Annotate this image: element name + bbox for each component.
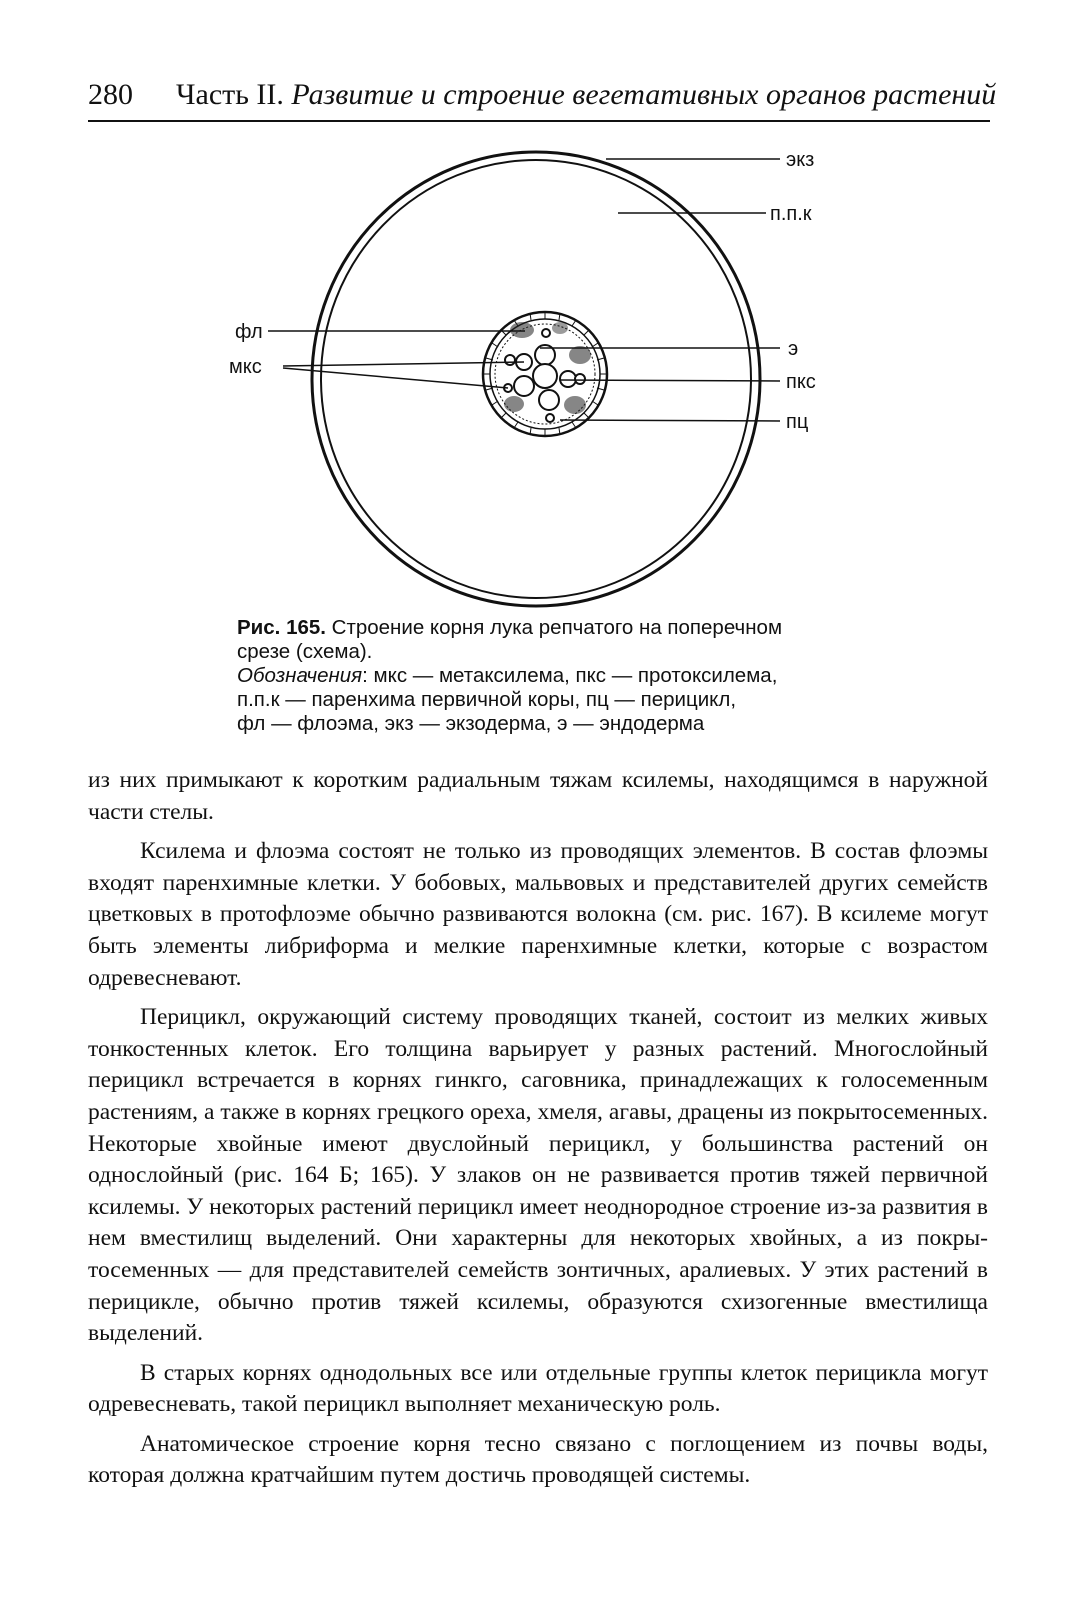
- figure-165: [0, 130, 1088, 610]
- label-pc: пц: [786, 411, 809, 433]
- caption-legend-line1: [237, 664, 857, 688]
- caption-legend-line2: п.п.к — паренхима первичной коры, пц — перицикл,: [237, 688, 737, 711]
- caption-title-line1: [237, 616, 857, 640]
- header-title: [176, 78, 996, 112]
- label-pks: пкс: [786, 371, 816, 393]
- label-mks: мкс: [229, 356, 262, 378]
- caption-legend-text1: : мкс — метаксилема, пкс — протоксилема,: [362, 664, 778, 687]
- header-section: Развитие и строение вегетативных органов растений: [291, 78, 997, 111]
- root-cross-section-diagram: [0, 130, 1088, 610]
- paragraph-2: Ксилема и флоэма состоят не только из проводящих элементов. В состав флоэмы входят паренхимные клетки. У бобовых, мальвовых и представителей других семейств цветковых в протофлоэме обычно развиваются волокна (см. рис. 167). В ксилеме могут быть элементы либриформа и мелкие паренхимные клетки, которые с возрастом одревесневают.: [88, 838, 988, 991]
- paragraph-5: Анатомическое строение корня тесно связано с поглощением из почвы воды, которая должна кратчайшим путем достичь проводящей системы.: [88, 1430, 988, 1489]
- label-e: э: [788, 338, 799, 360]
- paragraph-4: В старых корнях однодольных все или отдельные группы клеток перицикла могут одревесневать, такой перицикл выполняет механическую роль.: [88, 1359, 988, 1418]
- figure-caption: [237, 616, 857, 736]
- caption-legend-line3: фл — флоэма, экз — экзодерма, э — эндодерма: [237, 712, 705, 735]
- paragraph-1: из них примыкают к коротким радиальным тяжам ксилемы, находящимся в наружной части стелы.: [88, 767, 988, 825]
- label-ppk: п.п.к: [770, 203, 812, 225]
- caption-title-line2: срезе (схема).: [237, 640, 373, 663]
- caption-title-text: Строение корня лука репчатого на поперечном: [325, 616, 783, 639]
- header-part: Часть II.: [176, 78, 284, 111]
- label-fl: фл: [235, 321, 263, 343]
- running-header: [88, 70, 997, 122]
- caption-legend-label: Обозначения: [237, 664, 363, 687]
- body-text: [88, 765, 988, 1492]
- page-number: 280: [88, 78, 133, 111]
- caption-figure-number: Рис. 165.: [237, 616, 326, 639]
- paragraph-3: Перицикл, окружающий систему проводящих тканей, состоит из мелких живых тонкостенных клеток. Его толщина варьирует у разных растений. Многослойный перицикл встречается в корнях гинкго, саговника, принадлежащих к голосеменным растениям, а также в корнях грецкого ореха, хмеля, агавы, драцены из покрытосеменных. Некоторые хвойные имеют двуслойный перицикл, у большинства растений он однослойный (рис. 164 Б; 165). У злаков он не развивается против тяжей первичной ксилемы. У некоторых растений перицикл имеет неоднородное строение из-за развития в нем вместилищ выделений. Они характерны для некоторых хвойных, а из покрытосеменных — для представителей семейств зонтичных, аралиевых. У этих растений в перицикле, обычно против тяжей ксилемы, образуются схизогенные вместилища выделений.: [88, 1004, 988, 1347]
- label-ekz: экз: [786, 149, 815, 171]
